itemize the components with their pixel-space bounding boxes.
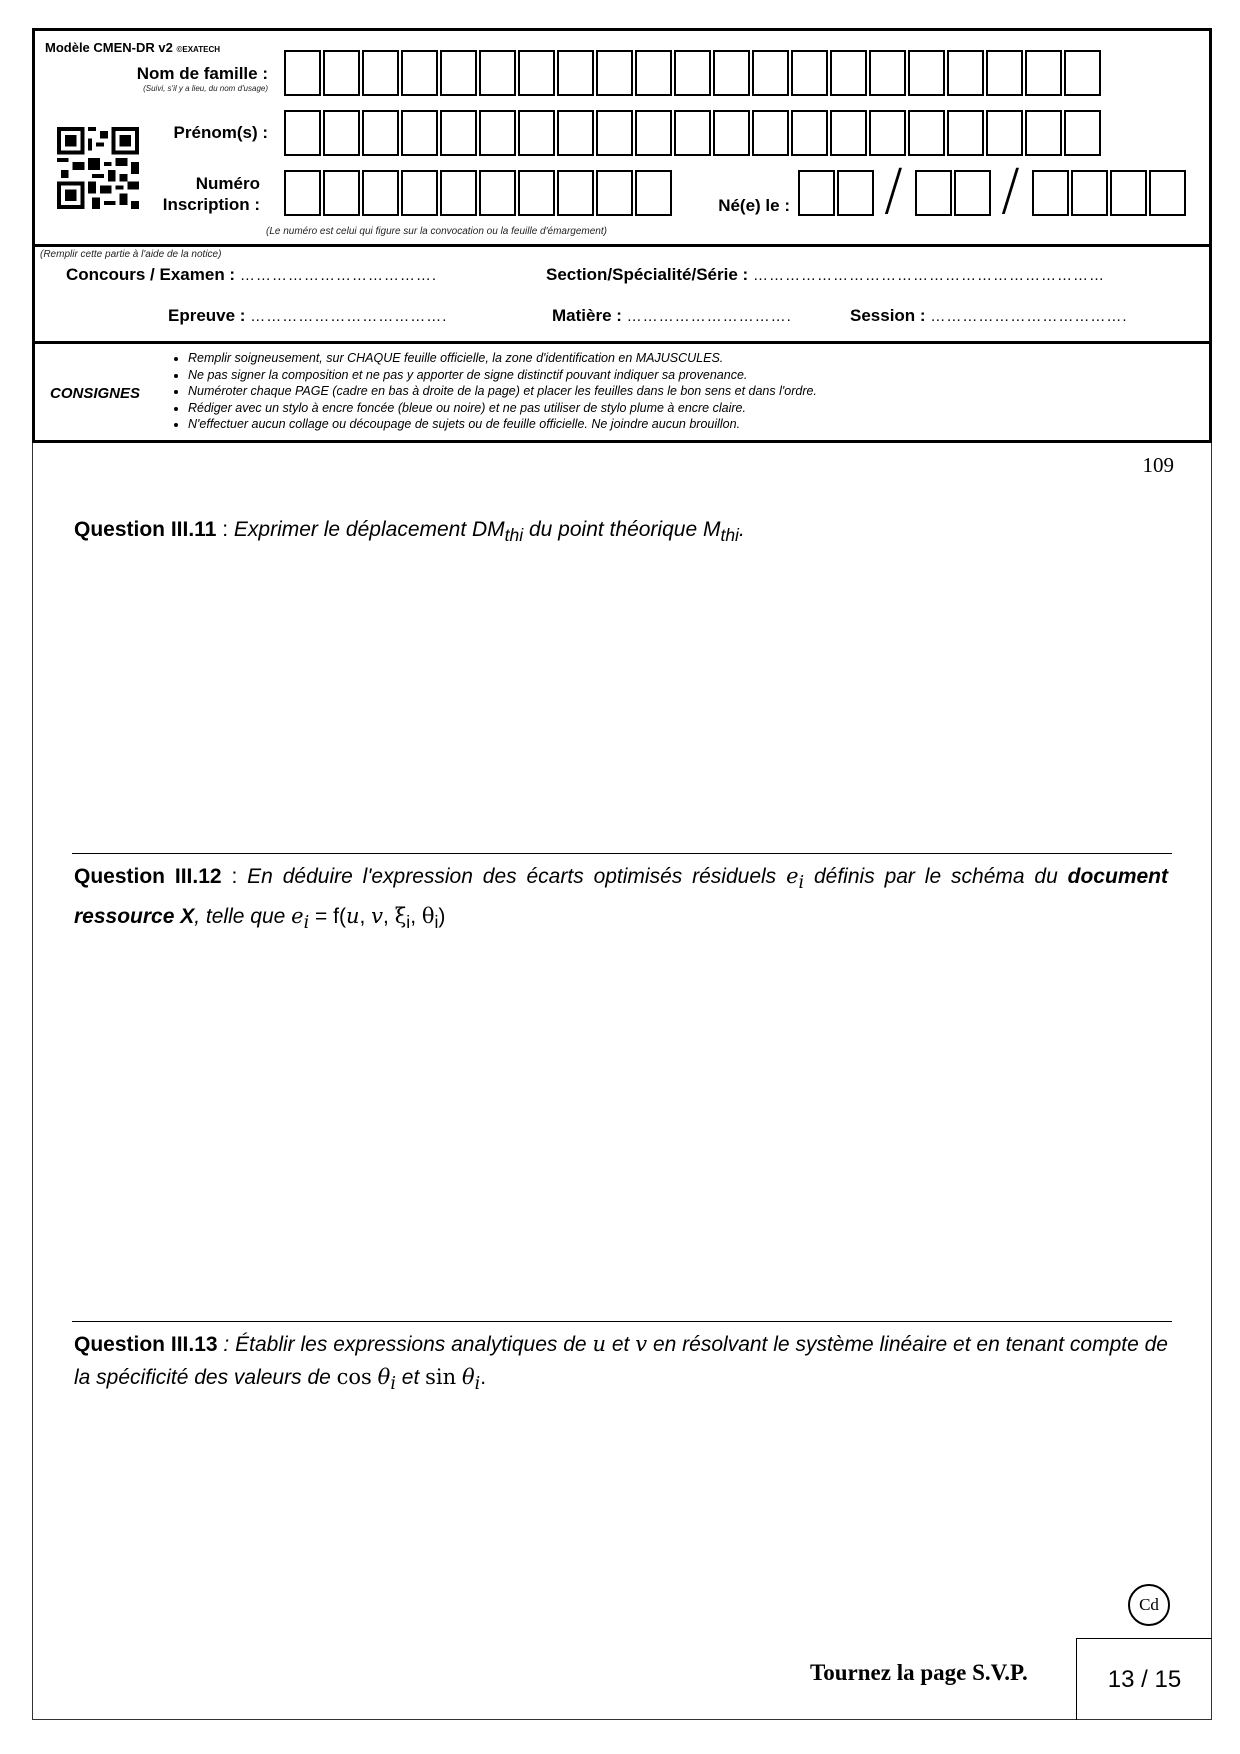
numero-note: (Le numéro est celui qui figure sur la convocation ou la feuille d'émargement) xyxy=(266,226,607,237)
question-iii-11: Question III.11 : Exprimer le déplacement $DM_{thi}$ du point théorique $M_{thi}$. xyxy=(74,518,745,546)
consigne-item: • Rédiger avec un stylo à encre foncée (bleue ou noire) et ne pas utiliser de stylo plume à encre claire. xyxy=(188,400,817,417)
date-separator-1: / xyxy=(884,158,903,223)
consigne-item: • Numéroter chaque PAGE (cadre en bas à droite de la page) et placer les feuilles dans le bon sens et dans l'ordre. xyxy=(188,383,817,400)
question-separator xyxy=(72,853,1172,854)
date-separator-2: / xyxy=(1001,158,1020,223)
remplir-note: (Remplir cette partie à l'aide de la notice) xyxy=(40,249,222,260)
consigne-item: • N'effectuer aucun collage ou découpage de sujets ou de feuille officielle. Ne joindre aucun brouillon. xyxy=(188,416,817,433)
matiere-field[interactable]: Matière : …………………………. xyxy=(552,306,792,325)
question-iii-13: Question III.13 : Établir les expressions analytiques de u et v en résolvant le système linéaire et en tenant compte de la spécificité des valeurs de $\cos \theta_i$ et $\sin \theta_i$. xyxy=(74,1332,1168,1395)
answer-area-iii-12[interactable] xyxy=(74,935,1168,1305)
page-number-top: 109 xyxy=(1142,453,1174,477)
turn-page-note: Tournez la page S.V.P. xyxy=(810,1660,1028,1685)
consignes-label: CONSIGNES xyxy=(50,385,141,402)
session-field[interactable]: Session : ………………………………. xyxy=(850,306,1128,325)
date-month-boxes[interactable] xyxy=(915,170,991,216)
cd-stamp: Cd xyxy=(1128,1584,1170,1626)
prenom-input-boxes[interactable] xyxy=(284,110,1101,156)
nom-note: (Suivi, s'il y a lieu, du nom d'usage) xyxy=(143,84,268,93)
header-divider-1 xyxy=(35,244,1209,247)
consigne-item: • Remplir soigneusement, sur CHAQUE feuille officielle, la zone d'identification en MAJUSCULES. xyxy=(188,350,817,367)
ne-le-label: Né(e) le : xyxy=(718,196,790,215)
numero-input-boxes[interactable] xyxy=(284,170,672,216)
header-divider-2 xyxy=(35,341,1209,344)
date-day-boxes[interactable] xyxy=(798,170,874,216)
epreuve-field[interactable]: Epreuve : ………………………………. xyxy=(168,306,448,325)
answer-area-iii-11[interactable] xyxy=(74,545,1168,845)
concours-field[interactable]: Concours / Examen : ………………………………. xyxy=(66,265,438,284)
consigne-item: • Ne pas signer la composition et ne pas y apporter de signe distinctif pouvant indiquer sa provenance. xyxy=(188,367,817,384)
answer-area-iii-13[interactable] xyxy=(74,1400,1168,1570)
nom-input-boxes[interactable] xyxy=(284,50,1101,96)
prenom-label: Prénom(s) : xyxy=(173,123,268,142)
date-year-boxes[interactable] xyxy=(1032,170,1186,216)
model-label: Modèle CMEN-DR v2 ©EXATECH xyxy=(45,40,221,55)
section-field[interactable]: Section/Spécialité/Série : ………………………………………………………… xyxy=(546,265,1105,284)
question-separator xyxy=(72,1321,1172,1322)
question-iii-12: Question III.12 : En déduire l'expression des écarts optimisés résiduels $e_i$ définis par le schéma du document ressource X, telle que $e_i = f(u$, v, $\xi_i$, $\theta_i$) xyxy=(74,864,1168,934)
numero-label: Numéro Inscription : xyxy=(162,174,260,214)
nom-label: Nom de famille : xyxy=(136,64,268,83)
page-counter-box: 13 / 15 xyxy=(1076,1638,1212,1720)
consignes-list xyxy=(170,350,817,433)
